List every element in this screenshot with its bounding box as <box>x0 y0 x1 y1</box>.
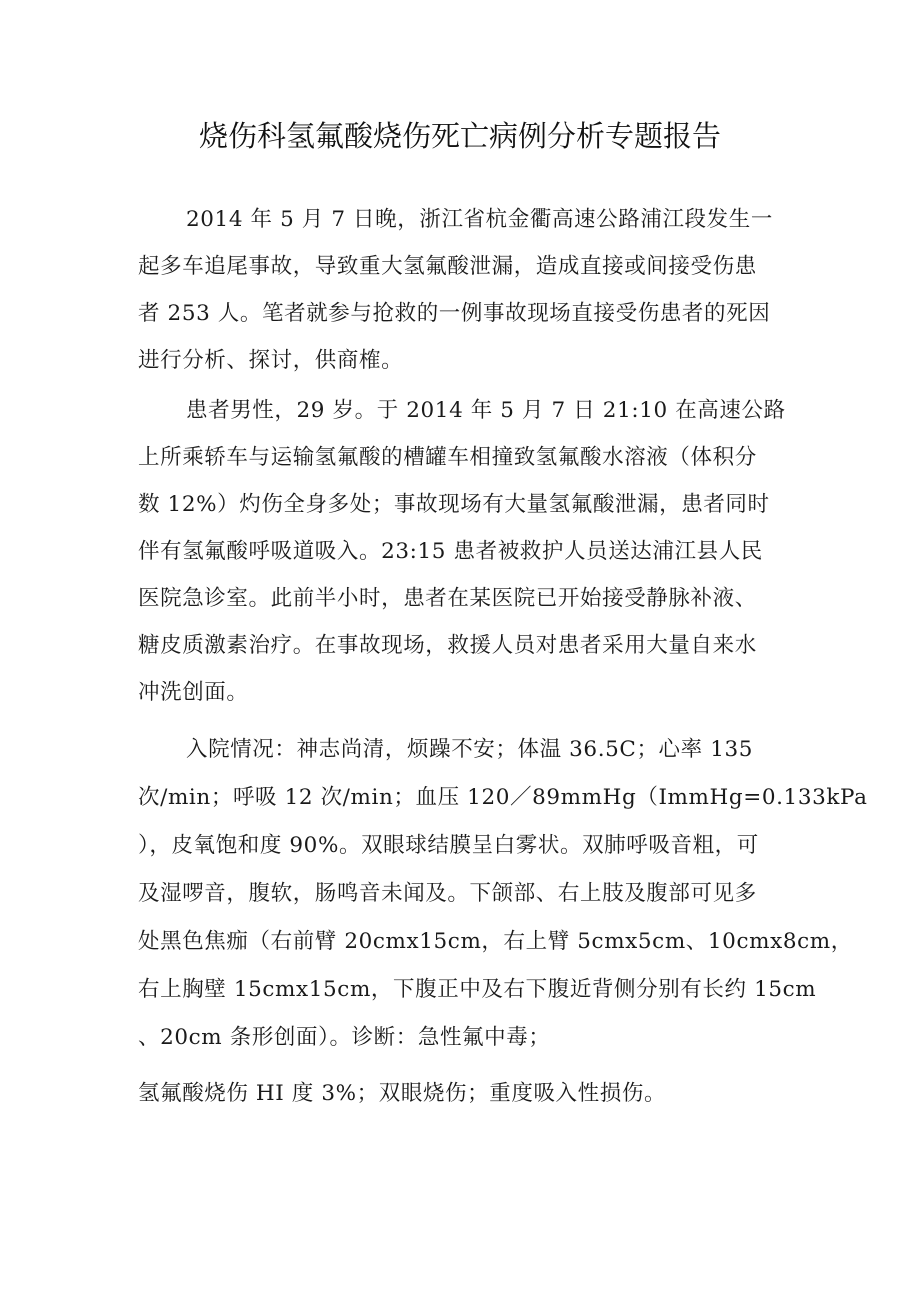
paragraph-1-line-2: 起多车追尾事故，导致重大氢氟酸泄漏，造成直接或间接受伤患 <box>138 254 757 279</box>
paragraph-2-line-4: 伴有氢氟酸呼吸道吸入。23:15 患者被救护人员送达浦江县人民 <box>138 539 763 564</box>
document-title: 烧伤科氢氟酸烧伤死亡病例分析专题报告 <box>198 119 721 153</box>
paragraph-2-line-3: 数 12%）灼伤全身多处；事故现场有大量氢氟酸泄漏，患者同时 <box>138 492 770 517</box>
paragraph-2-line-2: 上所乘轿车与运输氢氟酸的槽罐车相撞致氢氟酸水溶液（体积分 <box>138 445 757 470</box>
paragraph-3-line-1: 入院情况：神志尚清，烦躁不安；体温 36.5C；心率 135 <box>186 737 754 762</box>
paragraph-2-line-1: 患者男性，29 岁。于 2014 年 5 月 7 日 21:10 在高速公路 <box>186 398 786 423</box>
paragraph-3-line-2: 次/min；呼吸 12 次/min；血压 120／89mmHg（ImmHg=0.133kPa <box>138 785 868 810</box>
paragraph-2-line-6: 糖皮质激素治疗。在事故现场，救援人员对患者采用大量自来水 <box>138 633 757 658</box>
paragraph-1-line-3: 者 253 人。笔者就参与抢救的一例事故现场直接受伤患者的死因 <box>138 301 771 326</box>
paragraph-3-line-3: ），皮氧饱和度 90%。双眼球结膜呈白雾状。双肺呼吸音粗，可 <box>138 833 759 858</box>
paragraph-1-line-4: 进行分析、探讨，供商榷。 <box>138 348 404 373</box>
paragraph-4-line-1: 氢氟酸烧伤 HI 度 3%；双眼烧伤；重度吸入性损伤。 <box>138 1081 667 1106</box>
paragraph-1-line-1: 2014 年 5 月 7 日晚，浙江省杭金衢高速公路浦江段发生一 <box>186 207 773 232</box>
paragraph-3-line-5: 处黑色焦痂（右前臂 20cmx15cm，右上臂 5cmx5cm、10cmx8cm， <box>138 929 853 954</box>
paragraph-3-line-4: 及湿啰音，腹软，肠鸣音未闻及。下颌部、右上肢及腹部可见多 <box>138 881 757 906</box>
paragraph-2-line-7: 冲洗创面。 <box>138 680 249 705</box>
paragraph-3-line-6: 右上胸壁 15cmx15cm，下腹正中及右下腹近背侧分别有长约 15cm <box>138 977 817 1002</box>
paragraph-2-line-5: 医院急诊室。此前半小时，患者在某医院已开始接受静脉补液、 <box>138 586 757 611</box>
paragraph-3-line-7: 、20cm 条形创面）。诊断：急性氟中毒； <box>138 1025 551 1050</box>
